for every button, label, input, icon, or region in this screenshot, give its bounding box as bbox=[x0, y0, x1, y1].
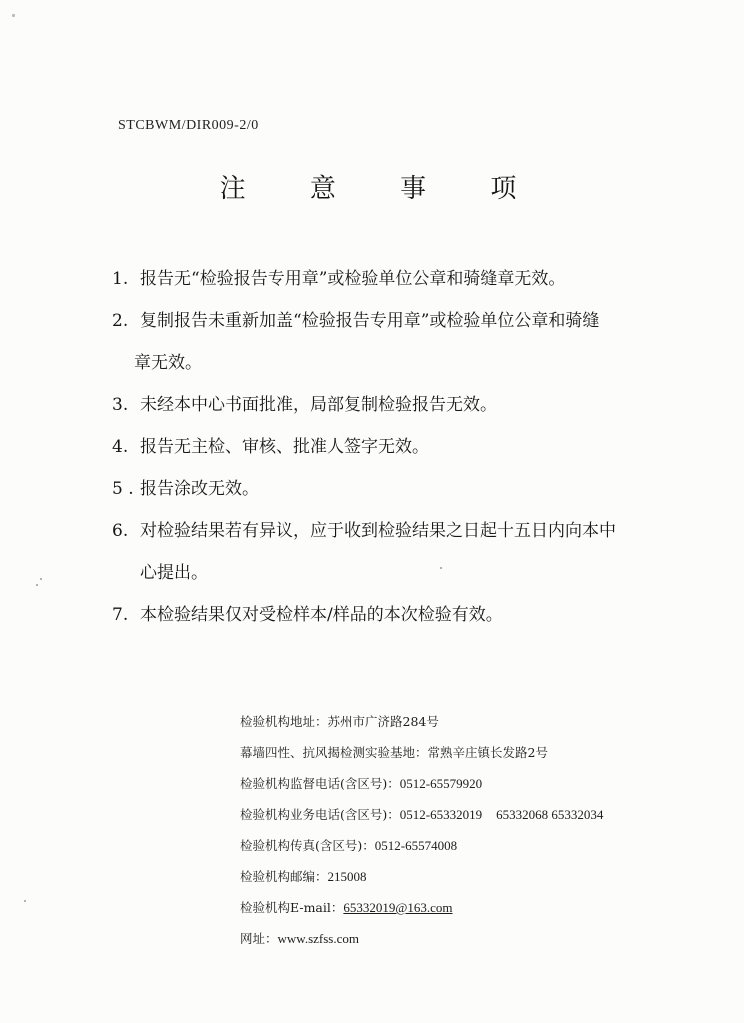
contact-info bbox=[240, 706, 710, 954]
website-link[interactable]: www.szfss.com bbox=[277, 931, 359, 946]
test-base-value: 常熟辛庄镇长发路2号 bbox=[427, 745, 548, 760]
business-phone-value: 0512-65332019 bbox=[399, 807, 483, 822]
email-label: 检验机构E-mail： bbox=[240, 900, 344, 915]
notice-item-7 bbox=[112, 594, 672, 636]
notice-number: 1. bbox=[112, 269, 129, 289]
notice-item-3 bbox=[112, 384, 672, 426]
notice-item-4 bbox=[112, 426, 672, 468]
supervision-phone-value: 0512-65579920 bbox=[399, 776, 483, 791]
email-link[interactable]: 65332019@163.com bbox=[343, 900, 453, 915]
supervision-phone-label: 检验机构监督电话(含区号)： bbox=[240, 776, 400, 791]
scan-speck bbox=[24, 900, 26, 902]
contact-email bbox=[240, 892, 710, 923]
notice-item-2 bbox=[112, 300, 672, 384]
notice-item-1 bbox=[112, 258, 672, 300]
notice-text: 未经本中心书面批准，局部复制检验报告无效。 bbox=[140, 395, 497, 415]
website-label: 网址： bbox=[240, 931, 278, 946]
notice-text-continued: 章无效。 bbox=[134, 353, 202, 373]
scan-speck bbox=[440, 567, 442, 569]
notice-text: 本检验结果仅对受检样本/样品的本次检验有效。 bbox=[140, 605, 503, 625]
notice-item-6 bbox=[112, 510, 672, 594]
notice-list bbox=[112, 258, 672, 636]
notice-number: 5 . bbox=[112, 479, 134, 499]
page-title: 注 意 事 项 bbox=[219, 174, 545, 204]
scan-speck bbox=[36, 584, 38, 586]
scan-speck bbox=[40, 578, 42, 580]
notice-text: 报告涂改无效。 bbox=[140, 479, 259, 499]
contact-supervision-phone bbox=[240, 768, 710, 799]
contact-postcode bbox=[240, 861, 710, 892]
notice-number: 7. bbox=[112, 605, 129, 625]
notice-number: 6. bbox=[112, 521, 129, 541]
business-phone-label: 检验机构业务电话(含区号)： bbox=[240, 807, 400, 822]
notice-text: 报告无“检验报告专用章”或检验单位公章和骑缝章无效。 bbox=[140, 269, 566, 289]
notice-text: 报告无主检、审核、批准人签字无效。 bbox=[140, 437, 429, 457]
business-phone-extra: 65332068 65332034 bbox=[496, 807, 604, 822]
postcode-label: 检验机构邮编： bbox=[240, 869, 328, 884]
contact-fax bbox=[240, 830, 710, 861]
scan-speck bbox=[12, 14, 15, 17]
contact-test-base bbox=[240, 737, 710, 768]
fax-value: 0512-65574008 bbox=[374, 838, 458, 853]
postcode-value: 215008 bbox=[327, 869, 367, 884]
notice-text-continued: 心提出。 bbox=[140, 563, 208, 583]
notice-number: 4. bbox=[112, 437, 129, 457]
notice-item-5 bbox=[112, 468, 672, 510]
address-label: 检验机构地址： bbox=[240, 714, 328, 729]
notice-text: 对检验结果若有异议，应于收到检验结果之日起十五日内向本中 bbox=[140, 521, 616, 541]
test-base-label: 幕墙四性、抗风揭检测实验基地： bbox=[240, 745, 428, 760]
notice-number: 3. bbox=[112, 395, 129, 415]
contact-business-phone bbox=[240, 799, 710, 830]
document-code: STCBWM/DIR009-2/0 bbox=[118, 118, 259, 133]
contact-website bbox=[240, 923, 710, 954]
contact-address bbox=[240, 706, 710, 737]
notice-number: 2. bbox=[112, 311, 129, 331]
notice-text: 复制报告未重新加盖“检验报告专用章”或检验单位公章和骑缝 bbox=[140, 311, 600, 331]
address-value: 苏州市广济路284号 bbox=[327, 714, 439, 729]
fax-label: 检验机构传真(含区号)： bbox=[240, 838, 375, 853]
